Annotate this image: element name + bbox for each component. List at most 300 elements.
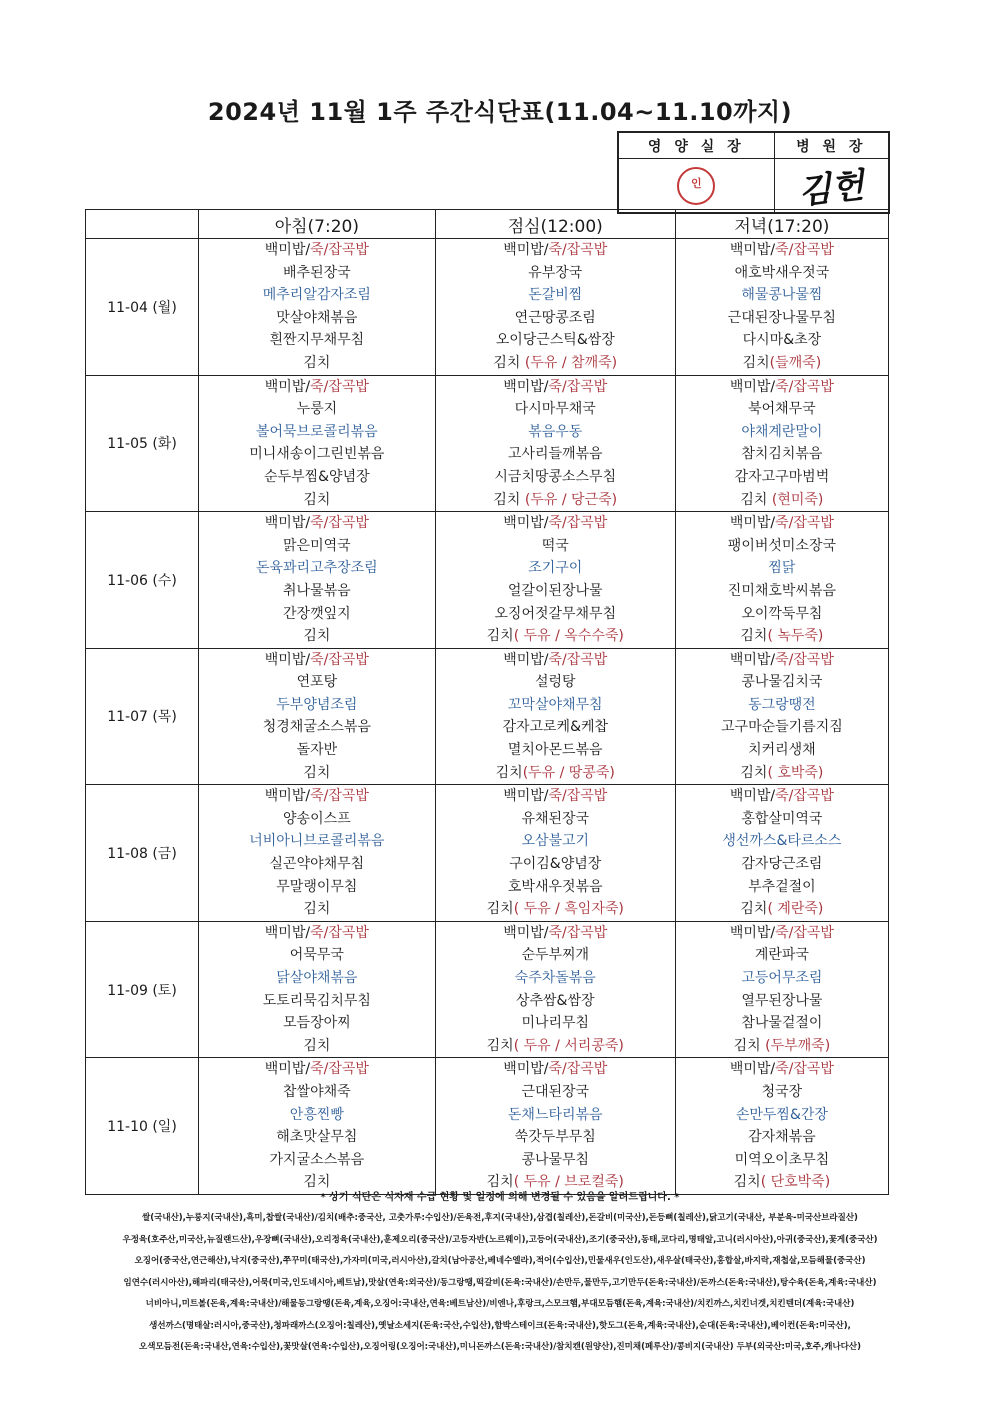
menu-item xyxy=(436,808,675,831)
porridge-grain-label: 죽/잡곡밥 xyxy=(775,924,834,941)
menu-item xyxy=(199,352,435,375)
table-row xyxy=(86,512,889,649)
menu-item xyxy=(676,557,888,580)
rice-line xyxy=(436,922,675,945)
signature-cell xyxy=(774,159,888,213)
menu-item xyxy=(199,603,435,626)
menu-item-text: 김치 xyxy=(303,764,331,781)
porridge-grain-label: 죽/잡곡밥 xyxy=(310,651,369,668)
menu-item xyxy=(676,739,888,762)
menu-item-text: 숙주차돌볶음 xyxy=(514,970,596,986)
menu-item-text: 볼어묵브로콜리볶음 xyxy=(255,423,378,440)
menu-item xyxy=(199,1012,435,1035)
menu-item-text: 고구마순들기름지짐 xyxy=(721,719,843,736)
menu-item xyxy=(676,1126,888,1149)
menu-item xyxy=(676,535,888,558)
porridge-note: (현미죽) xyxy=(767,491,824,508)
porridge-grain-label: 죽/잡곡밥 xyxy=(775,651,834,668)
dinner-cell xyxy=(675,239,888,376)
rice-label: 백미밥/ xyxy=(503,924,549,941)
menu-item xyxy=(436,967,675,990)
menu-item-text: 감자고로케&케찹 xyxy=(502,719,609,736)
menu-item xyxy=(436,352,675,375)
menu-item-text: 취나물볶음 xyxy=(283,582,351,599)
menu-item xyxy=(676,466,888,489)
porridge-grain-label: 죽/잡곡밥 xyxy=(548,924,608,941)
day-label: 11-09 (토) xyxy=(86,921,199,1058)
rice-label: 백미밥/ xyxy=(264,788,311,805)
day-label: 11-04 (월) xyxy=(86,239,199,376)
nutrition-head-label: 영 양 실 장 xyxy=(619,133,775,159)
table-row xyxy=(86,785,889,922)
menu-item xyxy=(676,1012,888,1035)
menu-item-text: 김치 xyxy=(740,901,768,918)
lunch-cell xyxy=(435,1058,675,1195)
menu-item-text: 참나물겉절이 xyxy=(741,1015,823,1032)
menu-item xyxy=(436,307,675,330)
menu-item-text: 떡국 xyxy=(541,537,569,554)
menu-item-text: 간장깻잎지 xyxy=(283,605,351,622)
rice-line xyxy=(436,239,675,262)
menu-item-text: 실곤약야채무침 xyxy=(269,856,365,873)
menu-item-text: 김치 xyxy=(486,1037,514,1054)
porridge-grain-label: 죽/잡곡밥 xyxy=(548,651,608,668)
rice-line xyxy=(436,376,675,399)
menu-item-text: 무말랭이무침 xyxy=(276,878,358,895)
menu-item-text: 상추쌈&쌈장 xyxy=(515,992,595,1009)
menu-item-text: 구이김&양념장 xyxy=(509,856,602,873)
menu-item-text: 멸치아몬드볶음 xyxy=(507,742,603,759)
menu-item xyxy=(436,284,675,307)
dinner-cell xyxy=(675,921,888,1058)
menu-item-text: 치커리생채 xyxy=(748,742,816,759)
menu-item-text: 북어채무국 xyxy=(748,401,816,418)
rice-line xyxy=(199,1058,435,1081)
menu-item xyxy=(199,944,435,967)
menu-item xyxy=(199,898,435,921)
menu-item-text: 김치 xyxy=(495,764,523,781)
menu-item xyxy=(199,716,435,739)
menu-item-text: 미니새송이그린빈볶음 xyxy=(249,446,385,463)
rice-line xyxy=(676,649,888,672)
menu-item xyxy=(199,853,435,876)
dinner-cell xyxy=(675,375,888,512)
menu-item-text: 닭살야채볶음 xyxy=(276,970,358,986)
menu-item xyxy=(436,898,675,921)
menu-item xyxy=(199,876,435,899)
menu-item-text: 팽이버섯미소장국 xyxy=(727,537,836,554)
menu-item-text: 맑은미역국 xyxy=(283,537,351,554)
menu-item xyxy=(436,1149,675,1172)
rice-line xyxy=(199,239,435,262)
porridge-note: ( 녹두죽) xyxy=(767,628,824,645)
menu-item-text: 모듬장아찌 xyxy=(283,1015,351,1032)
menu-item-text: 청경채굴소스볶음 xyxy=(262,719,371,736)
menu-item xyxy=(676,808,888,831)
menu-item xyxy=(676,898,888,921)
menu-item-text: 동그랑땡전 xyxy=(748,696,816,713)
menu-item xyxy=(199,1149,435,1172)
rice-label: 백미밥/ xyxy=(503,651,549,668)
menu-item xyxy=(436,944,675,967)
menu-item-text: 돌자반 xyxy=(296,742,338,759)
menu-item xyxy=(436,603,675,626)
origin-line: 너비아니,미트볼(돈육,계육:국내산)/해물동그랑땡(돈육,계육,오징어:국내산,연육:베트남산)/비엔나,후랑크,스모크햄,부대모듬햄(돈육,계육:국내산)/치킨까스,치킨너겟,치킨텐더(계육:국내산) xyxy=(145,1299,855,1309)
menu-item xyxy=(676,694,888,717)
rice-line xyxy=(676,239,888,262)
menu-item xyxy=(436,671,675,694)
menu-item-text: 쑥갓두부무침 xyxy=(514,1129,596,1146)
seal-stamp: 인 xyxy=(677,167,715,205)
rice-label: 백미밥/ xyxy=(264,924,311,941)
menu-item xyxy=(199,762,435,785)
dinner-cell xyxy=(675,785,888,922)
rice-line xyxy=(436,1058,675,1081)
table-row xyxy=(86,1058,889,1195)
porridge-note: ( 두유 / 옥수수죽) xyxy=(513,628,624,645)
menu-item-text: 도토리묵김치무침 xyxy=(262,992,371,1009)
menu-item-text: 김치 xyxy=(486,901,514,918)
menu-item xyxy=(676,853,888,876)
menu-item xyxy=(199,830,435,853)
lunch-cell xyxy=(435,512,675,649)
menu-item xyxy=(199,1104,435,1127)
rice-label: 백미밥/ xyxy=(264,515,311,532)
rice-line xyxy=(199,376,435,399)
porridge-grain-label: 죽/잡곡밥 xyxy=(548,788,608,805)
menu-item-text: 미나리무침 xyxy=(521,1015,590,1032)
menu-item-text: 김치 xyxy=(740,628,768,645)
menu-item xyxy=(676,1081,888,1104)
menu-item-text: 김치 xyxy=(303,901,331,918)
rice-label: 백미밥/ xyxy=(729,651,776,668)
origin-line: 오색모듬전(돈육:국내산,연육:수입산),꽃맛살(연육:수입산),오징어링(오징어:국내산),미니돈까스(돈육:국내산)/참치캔(원양산),진미채(페루산)/콩비지(국내산) 두부(외국산:미국,호주,캐나다산) xyxy=(139,1342,861,1352)
menu-item-text: 순두부찌개 xyxy=(521,947,590,964)
menu-item-text: 시금치땅콩소스무침 xyxy=(494,468,617,485)
menu-item xyxy=(436,557,675,580)
menu-item xyxy=(436,716,675,739)
porridge-note: (두유 / 참깨죽) xyxy=(520,354,618,371)
rice-line xyxy=(436,785,675,808)
day-label: 11-05 (화) xyxy=(86,375,199,512)
menu-item-text: 고사리들깨볶음 xyxy=(507,446,603,463)
menu-item xyxy=(436,1126,675,1149)
rice-label: 백미밥/ xyxy=(729,515,776,532)
porridge-grain-label: 죽/잡곡밥 xyxy=(775,788,834,805)
menu-item-text: 누룽지 xyxy=(296,401,338,418)
menu-item xyxy=(676,262,888,285)
menu-item-text: 볶음우동 xyxy=(528,423,583,440)
menu-item-text: 감자당근조림 xyxy=(741,856,823,873)
porridge-grain-label: 죽/잡곡밥 xyxy=(310,1061,369,1078)
porridge-grain-label: 죽/잡곡밥 xyxy=(548,1061,608,1078)
menu-item xyxy=(676,307,888,330)
rice-line xyxy=(676,922,888,945)
dinner-header: 저녁(17:20) xyxy=(675,210,888,239)
menu-item-text: 오이당근스틱&쌈장 xyxy=(495,332,615,349)
menu-item-text: 너비아니브로콜리볶음 xyxy=(249,833,385,850)
breakfast-cell xyxy=(199,921,436,1058)
day-label: 11-10 (일) xyxy=(86,1058,199,1195)
menu-item-text: 찜닭 xyxy=(768,560,796,577)
menu-item-text: 김치 xyxy=(733,1037,761,1054)
rice-label: 백미밥/ xyxy=(264,651,311,668)
menu-item xyxy=(199,398,435,421)
menu-item xyxy=(676,352,888,375)
menu-item-text: 유채된장국 xyxy=(521,810,590,827)
breakfast-cell xyxy=(199,1058,436,1195)
menu-item xyxy=(199,1035,435,1058)
porridge-note: ( 계란죽) xyxy=(767,901,824,918)
menu-item xyxy=(199,489,435,512)
menu-item xyxy=(436,1104,675,1127)
porridge-grain-label: 죽/잡곡밥 xyxy=(310,515,369,532)
menu-item-text: 조기구이 xyxy=(528,560,583,577)
signature: 김헌 xyxy=(796,165,867,213)
porridge-note: (들깨죽) xyxy=(769,354,822,371)
rice-label: 백미밥/ xyxy=(729,242,776,258)
menu-item xyxy=(676,1035,888,1058)
menu-item-text: 유부장국 xyxy=(528,264,583,281)
menu-item xyxy=(436,329,675,352)
origin-line: 쌀(국내산),누룽지(국내산),흑미,찹쌀(국내산)/김치(배추:중국산, 고춧가루:수입산)/돈육전,후지(국내산),삼겹(칠레산),돈갈비(미국산),돈등뼈(칠레산),닭고기(국내산, 부분육-미국산브라질산) xyxy=(142,1213,858,1223)
menu-item-text: 해초맛살무침 xyxy=(276,1129,358,1146)
menu-item-text: 청국장 xyxy=(761,1083,803,1100)
menu-table xyxy=(85,209,889,1195)
menu-item xyxy=(676,398,888,421)
menu-item-text: 김치 xyxy=(493,491,521,508)
menu-item xyxy=(199,421,435,444)
porridge-grain-label: 죽/잡곡밥 xyxy=(775,1061,834,1078)
porridge-note: (두유 / 당근죽) xyxy=(520,491,618,508)
origin-line: 생선까스(명태살:러시아,중국산),청파래까스(오징어:칠레산),옛날소세지(돈육:국산,수입산),함박스테이크(돈육:국내산),핫도그(돈육,계육:국내산),순대(돈육:국내산),베이컨(돈육:미국산), xyxy=(149,1320,851,1331)
menu-item xyxy=(676,967,888,990)
breakfast-cell xyxy=(199,512,436,649)
menu-item xyxy=(199,557,435,580)
porridge-grain-label: 죽/잡곡밥 xyxy=(775,242,834,258)
rice-line xyxy=(436,649,675,672)
lunch-cell xyxy=(435,785,675,922)
menu-item xyxy=(199,1081,435,1104)
menu-item xyxy=(676,603,888,626)
menu-item xyxy=(436,990,675,1013)
menu-item-text: 김치 xyxy=(742,354,770,371)
rice-line xyxy=(199,785,435,808)
menu-item-text: 배추된장국 xyxy=(283,264,351,281)
day-label: 11-06 (수) xyxy=(86,512,199,649)
menu-item-text: 김치 xyxy=(740,491,768,508)
rice-label: 백미밥/ xyxy=(503,788,549,805)
menu-item-text: 메추리알감자조림 xyxy=(262,287,371,304)
menu-item xyxy=(676,876,888,899)
rice-label: 백미밥/ xyxy=(503,378,549,395)
menu-item-text: 고등어무조림 xyxy=(741,970,823,986)
rice-label: 백미밥/ xyxy=(729,378,776,395)
menu-item-text: 가지굴소스볶음 xyxy=(269,1151,365,1168)
menu-item-text: 꼬막살야채무침 xyxy=(507,696,603,713)
menu-item xyxy=(199,466,435,489)
rice-line xyxy=(199,922,435,945)
menu-item xyxy=(676,944,888,967)
menu-item-text: 생선까스&타르소스 xyxy=(722,833,842,850)
menu-item-text: 계란파국 xyxy=(754,947,809,964)
menu-item-text: 애호박새우젓국 xyxy=(734,264,830,281)
menu-item-text: 근대된장국 xyxy=(521,1083,590,1100)
menu-item xyxy=(436,762,675,785)
menu-item xyxy=(199,990,435,1013)
menu-item xyxy=(199,739,435,762)
menu-item-text: 오이깍둑무침 xyxy=(741,605,823,622)
menu-item xyxy=(436,853,675,876)
dinner-cell xyxy=(675,648,888,785)
menu-item xyxy=(676,329,888,352)
menu-item-text: 김치 xyxy=(303,1037,331,1054)
menu-header-row xyxy=(86,210,889,239)
dinner-cell xyxy=(675,1058,888,1195)
rice-line xyxy=(436,512,675,535)
menu-item xyxy=(436,466,675,489)
rice-line xyxy=(676,376,888,399)
menu-item xyxy=(199,671,435,694)
menu-item-text: 돈갈비찜 xyxy=(528,287,583,304)
menu-item xyxy=(676,830,888,853)
menu-item xyxy=(199,307,435,330)
menu-item xyxy=(676,671,888,694)
lunch-cell xyxy=(435,921,675,1058)
menu-item-text: 오징어젓갈무채무침 xyxy=(494,605,617,622)
menu-item-text: 오삼불고기 xyxy=(521,833,590,850)
menu-item xyxy=(436,262,675,285)
menu-item xyxy=(676,421,888,444)
menu-item-text: 연포탕 xyxy=(296,674,338,691)
menu-item xyxy=(199,443,435,466)
menu-item-text: 돈채느타리볶음 xyxy=(507,1106,603,1123)
porridge-grain-label: 죽/잡곡밥 xyxy=(775,378,834,395)
menu-item-text: 다시마무채국 xyxy=(514,401,596,418)
menu-item xyxy=(436,535,675,558)
porridge-note: (두부깨죽) xyxy=(760,1037,831,1054)
menu-item xyxy=(676,284,888,307)
menu-item xyxy=(436,398,675,421)
menu-item-text: 순두부찜&양념장 xyxy=(264,468,370,485)
menu-item-text: 설렁탕 xyxy=(534,674,576,691)
porridge-grain-label: 죽/잡곡밥 xyxy=(548,242,608,258)
lunch-header: 점심(12:00) xyxy=(435,210,675,239)
rice-label: 백미밥/ xyxy=(729,788,776,805)
porridge-grain-label: 죽/잡곡밥 xyxy=(775,515,834,532)
menu-item-text: 안흥찐빵 xyxy=(289,1106,344,1123)
porridge-note: ( 단호박죽) xyxy=(760,1174,831,1191)
menu-item-text: 홍합살미역국 xyxy=(741,810,823,827)
menu-item xyxy=(676,625,888,648)
origin-line: 오징어(중국산,연근해산),낙지(중국산),쭈꾸미(태국산),가자미(미국,러시아산),갈치(남아공산,베네수엘라),적어(수입산),민물새우(인도산),새우살(태국산),홍합살,바지락,재첩살,모듬해물(중국산) xyxy=(134,1256,866,1266)
menu-item-text: 진미채호박씨볶음 xyxy=(727,582,836,599)
menu-item-text: 근대된장나물무침 xyxy=(727,309,836,326)
menu-item xyxy=(199,284,435,307)
menu-item xyxy=(676,1149,888,1172)
rice-label: 백미밥/ xyxy=(264,242,311,258)
table-row xyxy=(86,648,889,785)
menu-item xyxy=(199,967,435,990)
seal-cell xyxy=(619,159,775,213)
rice-label: 백미밥/ xyxy=(503,515,549,532)
breakfast-cell xyxy=(199,648,436,785)
porridge-grain-label: 죽/잡곡밥 xyxy=(548,378,608,395)
menu-item xyxy=(676,580,888,603)
day-label: 11-07 (목) xyxy=(86,648,199,785)
menu-item-text: 연근땅콩조림 xyxy=(514,309,596,326)
menu-item-text: 김치 xyxy=(486,628,514,645)
menu-item xyxy=(199,694,435,717)
rice-line xyxy=(676,512,888,535)
menu-item-text: 맛살야채볶음 xyxy=(276,309,358,326)
menu-item-text: 호박새우젓볶음 xyxy=(507,878,603,895)
menu-item-text: 김치 xyxy=(303,628,331,645)
origin-line: 임연수(러시아산),해파리(태국산),어묵(미국,인도네시아,베트남),맛살(연육:외국산)/동그랑땡,떡갈비(돈육:국내산)/손만두,물만두,고기만두(돈육:국내산)/돈까스(돈육:국내산),탕수육(돈육,계육:국내산) xyxy=(123,1277,877,1288)
menu-item xyxy=(676,443,888,466)
menu-item xyxy=(436,625,675,648)
breakfast-cell xyxy=(199,239,436,376)
menu-item xyxy=(199,535,435,558)
lunch-cell xyxy=(435,648,675,785)
rice-label: 백미밥/ xyxy=(503,1061,549,1078)
menu-item-text: 다시마&초장 xyxy=(742,332,822,349)
lunch-cell xyxy=(435,239,675,376)
porridge-note: ( 두유 / 서리콩죽) xyxy=(513,1037,624,1054)
rice-line xyxy=(676,1058,888,1081)
rice-label: 백미밥/ xyxy=(264,1061,311,1078)
menu-item-text: 손만두찜&간장 xyxy=(735,1106,828,1123)
menu-item-text: 찹쌀야채죽 xyxy=(283,1083,351,1100)
menu-item xyxy=(199,625,435,648)
director-label: 병 원 장 xyxy=(774,133,888,159)
breakfast-header: 아침(7:20) xyxy=(199,210,436,239)
porridge-note: ( 호박죽) xyxy=(767,764,824,781)
menu-item-text: 참치김치볶음 xyxy=(741,446,823,463)
menu-item xyxy=(199,808,435,831)
breakfast-cell xyxy=(199,785,436,922)
menu-item-text: 야채계란말이 xyxy=(741,423,823,440)
menu-item xyxy=(199,329,435,352)
menu-item xyxy=(436,1081,675,1104)
rice-line xyxy=(676,785,888,808)
menu-item-text: 양송이스프 xyxy=(283,810,351,827)
menu-item-text: 두부양념조림 xyxy=(276,696,358,713)
menu-item xyxy=(436,1035,675,1058)
menu-item-text: 콩나물무침 xyxy=(521,1151,590,1168)
menu-item xyxy=(436,739,675,762)
menu-item xyxy=(676,762,888,785)
menu-item-text: 미역오이초무침 xyxy=(734,1151,830,1168)
rice-line xyxy=(199,512,435,535)
menu-item xyxy=(436,580,675,603)
origin-info xyxy=(80,1208,920,1359)
rice-label: 백미밥/ xyxy=(264,378,311,395)
menu-item xyxy=(436,830,675,853)
rice-line xyxy=(199,649,435,672)
menu-item-text: 돈육꽈리고추장조림 xyxy=(255,560,378,577)
menu-item xyxy=(199,262,435,285)
notice-text: * 상기 식단은 식자재 수급 현황 및 일정에 의해 변경될 수 있음을 알려드립니다. * xyxy=(320,1192,680,1203)
menu-item xyxy=(676,1104,888,1127)
menu-item-text: 부추겉절이 xyxy=(748,878,816,895)
menu-item xyxy=(676,990,888,1013)
menu-item-text: 김치 xyxy=(303,1174,331,1191)
menu-item-text: 김치 xyxy=(733,1174,761,1191)
lunch-cell xyxy=(435,375,675,512)
menu-item-text: 해물콩나물찜 xyxy=(741,287,823,304)
menu-item xyxy=(199,1126,435,1149)
